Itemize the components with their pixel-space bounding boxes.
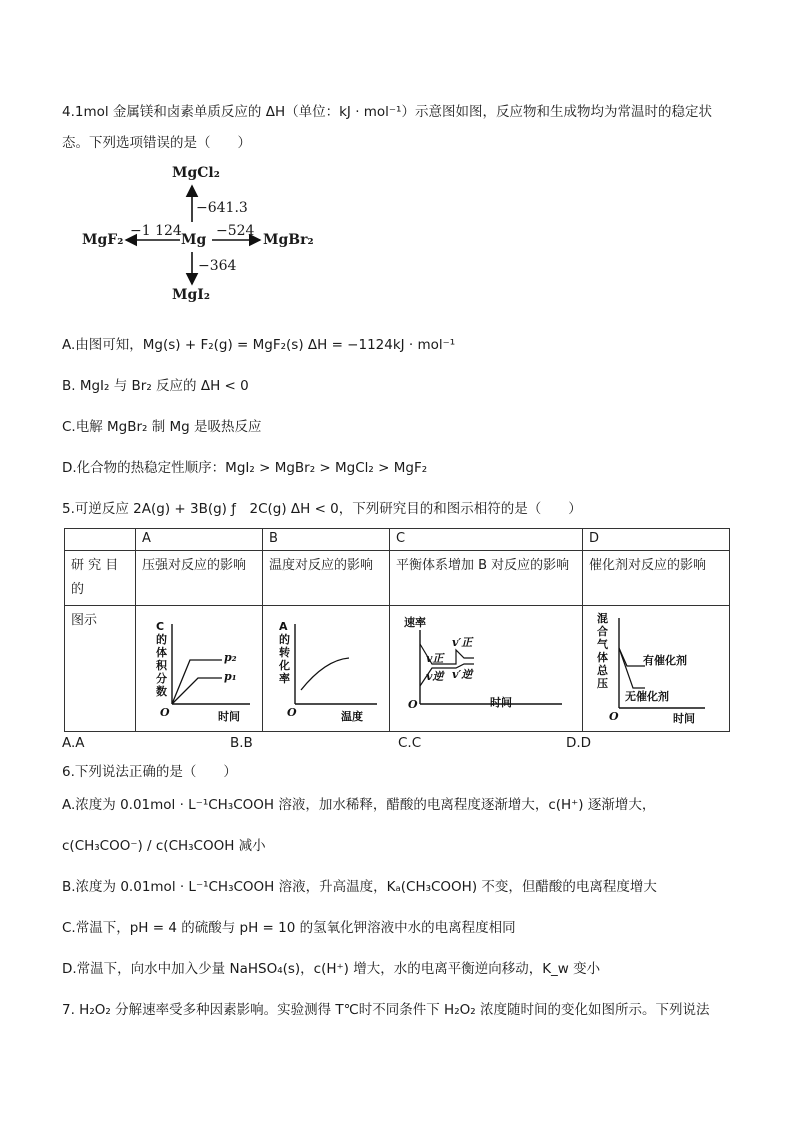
product-mgi2: MgI₂ [172,287,210,303]
product-mgf2: MgF₂ [82,232,124,248]
q5-stem: 5.可逆反应 2A(g) + 3B(g) ƒ 2C(g) ΔH < 0，下列研究目的和图示相符的是（ ） [62,501,582,517]
value-mgbr2: −524 [216,223,255,239]
figure-b-plot [265,608,385,726]
q5-answer-a: A.A [62,735,85,751]
q5-table [64,528,730,732]
q6-option-a-line2: c(CH₃COO⁻) / c(CH₃COOH 减小 [62,838,266,854]
q6-option-b: B.浓度为 0.01mol · L⁻¹CH₃COOH 溶液，升高温度，Kₐ(CH₃COOH) 不变，但醋酸的电离程度增大 [62,879,657,895]
xlabel-b: 温度 [341,710,363,723]
q5-answer-b: B.B [230,735,253,751]
label-v-fwd: v正 [426,652,444,665]
xlabel-c: 时间 [490,696,512,709]
figure-b-cell [263,606,390,732]
value-mgf2: −1 124 [130,223,182,239]
q4-option-c: C.电解 MgBr₂ 制 Mg 是吸热反应 [62,419,262,435]
label-v-rev2: v′逆 [452,668,473,681]
q4-option-a: A.由图可知，Mg(s) + F₂(g) = MgF₂(s) ΔH = −1124kJ · mol⁻¹ [62,337,456,353]
figure-label: 图示 [65,606,136,732]
origin-c: O [408,698,418,711]
header-a: A [136,529,263,551]
q5-answer-c: C.C [398,735,422,751]
figure-c-cell [390,606,583,732]
curve-with-catalyst [619,648,645,666]
q4-option-d: D.化合物的热稳定性顺序：MgI₂ > MgBr₂ > MgCl₂ > MgF₂ [62,460,428,476]
enthalpy-diagram [80,160,330,310]
label-with-catalyst: 有催化剂 [643,654,687,667]
reactant-mg: Mg [181,232,207,248]
origin-a: O [160,706,170,719]
figure-a-plot [138,608,258,726]
q6-stem: 6.下列说法正确的是（ ） [62,764,237,780]
origin-b: O [287,706,297,719]
purpose-d: 催化剂对反应的影响 [583,551,730,606]
xlabel-a: 时间 [218,710,240,723]
figure-c-plot [392,608,578,726]
ylabel-a: C 的体积分数 [156,620,167,698]
curve-p1 [172,678,222,704]
ylabel-d: 混合气体总压 [597,612,608,690]
q6-option-a-line1: A.浓度为 0.01mol · L⁻¹CH₃COOH 溶液，加水稀释，醋酸的电离程度逐渐增大，c(H⁺) 逐渐增大， [62,797,656,813]
origin-d: O [609,710,619,723]
ylabel-c: 速率 [404,616,426,629]
q4-stem-line2: 态。下列选项错误的是（ ） [62,135,251,151]
label-p2: p₂ [224,651,237,664]
label-without-catalyst: 无催化剂 [625,690,669,703]
label-v-fwd2: v′正 [452,636,473,649]
purpose-label: 研 究 目的 [65,551,136,606]
purpose-c: 平衡体系增加 B 对反应的影响 [390,551,583,606]
figure-a-cell [136,606,263,732]
product-mgbr2: MgBr₂ [263,232,314,248]
header-b: B [263,529,390,551]
header-d: D [583,529,730,551]
purpose-b: 温度对反应的影响 [263,551,390,606]
product-mgcl2: MgCl₂ [172,165,220,181]
q6-option-c: C.常温下，pH = 4 的硫酸与 pH = 10 的氢氧化钾溶液中水的电离程度相同 [62,920,516,936]
value-mgi2: −364 [198,258,237,274]
label-v-rev: v逆 [426,670,444,683]
curve-without-catalyst [619,648,645,688]
figure-d-plot [585,608,725,726]
q6-option-d: D.常温下，向水中加入少量 NaHSO₄(s)，c(H⁺) 增大，水的电离平衡逆向移动，K_w 变小 [62,961,601,977]
value-mgcl2: −641.3 [196,200,248,216]
figure-d-cell [583,606,730,732]
xlabel-d: 时间 [673,712,695,725]
purpose-a: 压强对反应的影响 [136,551,263,606]
q4-stem-line1: 4.1mol 金属镁和卤素单质反应的 ΔH（单位：kJ · mol⁻¹）示意图如图，反应物和生成物均为常温时的稳定状 [62,104,712,120]
q5-answer-d: D.D [566,735,592,751]
q7-stem: 7. H₂O₂ 分解速率受多种因素影响。实验测得 T℃时不同条件下 H₂O₂ 浓度随时间的变化如图所示。下列说法 [62,1002,710,1018]
header-empty [65,529,136,551]
q4-option-b: B. MgI₂ 与 Br₂ 反应的 ΔH < 0 [62,378,249,394]
ylabel-b: A 的转化率 [279,620,290,685]
label-p1: p₁ [224,670,237,683]
curve-b [301,658,349,690]
header-c: C [390,529,583,551]
